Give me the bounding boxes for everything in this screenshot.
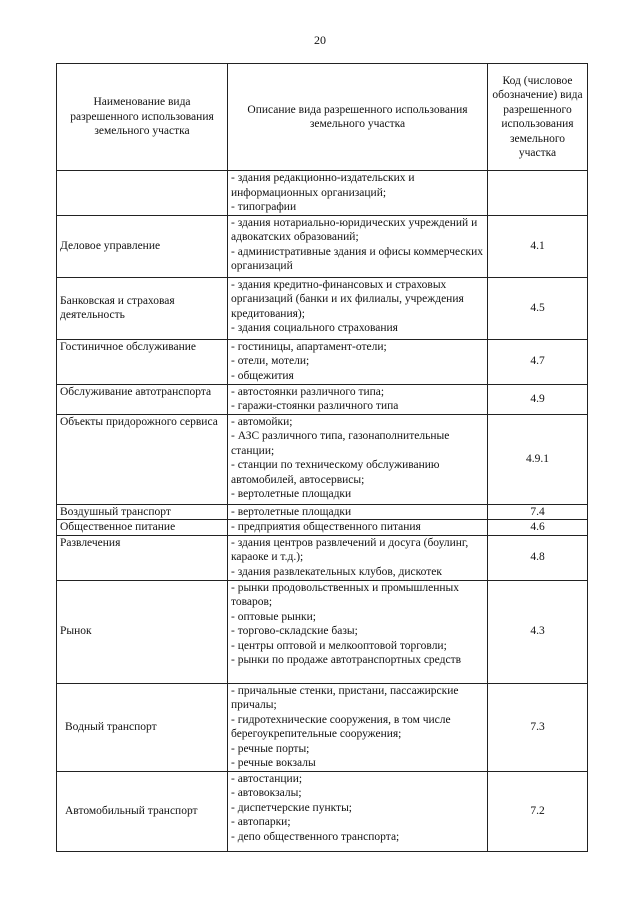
land-use-description [228, 683, 488, 771]
land-use-description [228, 171, 488, 216]
table-row [57, 277, 588, 339]
description-line: - автомойки; [231, 415, 293, 428]
description-line: - автостанции; [231, 772, 303, 785]
description-line: - депо общественного транспорта; [231, 830, 400, 843]
description-line: - торгово-складские базы; [231, 625, 358, 637]
land-use-name: Деловое управление [57, 215, 228, 277]
land-use-description [228, 339, 488, 384]
description-line: - общежития [231, 369, 294, 382]
land-use-code: 4.8 [488, 535, 588, 580]
description-line: - речные вокзалы [231, 757, 316, 769]
land-use-name: Воздушный транспорт [57, 504, 228, 520]
header-name: Наименование вида разрешенного использования земельного участка [57, 64, 228, 171]
land-use-code: 7.4 [488, 504, 588, 520]
page-number: 20 [314, 33, 326, 47]
land-use-name [57, 171, 228, 216]
description-line: - вертолетные площадки [231, 488, 352, 500]
description-line: - центры оптовой и мелкооптовой торговли; [231, 639, 447, 652]
land-use-code: 7.3 [488, 683, 588, 771]
description-line: - оптовые рынки; [231, 610, 316, 623]
land-use-code: 4.6 [488, 520, 588, 536]
table-row [57, 339, 588, 384]
description-line: - здания социального страхования [231, 322, 398, 334]
table-row [57, 520, 588, 536]
land-use-description [228, 414, 488, 504]
description-line: - рынки продовольственных и промышленных товаров; [231, 581, 460, 608]
table-row [57, 384, 588, 414]
description-line: - здания развлекательных клубов, дискотек [231, 565, 442, 578]
land-use-code: 4.7 [488, 339, 588, 384]
description-line: - речные порты; [231, 742, 310, 755]
table-row [57, 215, 588, 277]
land-use-code: 4.3 [488, 580, 588, 683]
land-use-description [228, 771, 488, 851]
table-body [57, 171, 588, 852]
description-line: - административные здания и офисы коммерческих организаций [231, 245, 483, 272]
description-line: - вертолетные площадки [231, 505, 352, 518]
land-use-code: 4.5 [488, 277, 588, 339]
table-header-row [57, 64, 588, 171]
description-line: - АЗС различного типа, газонаполнительные станции; [231, 430, 450, 457]
table-row [57, 683, 588, 771]
land-use-description [228, 580, 488, 683]
land-use-description [228, 384, 488, 414]
header-description: Описание вида разрешенного использования земельного участка [228, 64, 488, 171]
description-line: - гаражи-стоянки различного типа [231, 400, 399, 412]
land-use-name: Обслуживание автотранспорта [57, 384, 228, 414]
description-line: - станции по техническому обслуживанию автомобилей, автосервисы; [231, 459, 440, 486]
land-use-name: Водный транспорт [57, 683, 228, 771]
description-line: - предприятия общественного питания [231, 521, 421, 533]
land-use-name: Объекты придорожного сервиса [57, 414, 228, 504]
description-line: - автовокзалы; [231, 787, 302, 799]
description-line: - здания кредитно-финансовых и страховых организаций (банки и их филиалы, учреждения кредитования); [231, 278, 464, 320]
land-use-description [228, 504, 488, 520]
description-line: - рынки по продаже автотранспортных средств [231, 654, 462, 666]
land-use-name: Банковская и страховая деятельность [57, 277, 228, 339]
land-use-description [228, 215, 488, 277]
table-row [57, 504, 588, 520]
land-use-code: 4.9.1 [488, 414, 588, 504]
description-line: - здания редакционно-издательских и информационных организаций; [231, 172, 415, 199]
land-use-code [488, 171, 588, 216]
land-use-description [228, 277, 488, 339]
land-use-code: 4.9 [488, 384, 588, 414]
land-use-name: Рынок [57, 580, 228, 683]
header-code: Код (числовое обозначение) вида разрешенного использования земельного участка [488, 64, 588, 171]
description-line: - отели, мотели; [231, 355, 310, 367]
land-use-description [228, 520, 488, 536]
description-line: - причальные стенки, пристани, пассажирские причалы; [231, 684, 459, 711]
description-line: - здания нотариально-юридических учреждений и адвокатских образований; [231, 216, 478, 243]
description-line: - здания центров развлечений и досуга (боулинг, караоке и т.д.); [231, 536, 469, 563]
table-row [57, 414, 588, 504]
description-line: - диспетчерские пункты; [231, 801, 353, 814]
description-line: - гостиницы, апартамент-отели; [231, 340, 387, 353]
land-use-name: Гостиничное обслуживание [57, 339, 228, 384]
description-line: - автостоянки различного типа; [231, 385, 385, 398]
land-use-name: Развлечения [57, 535, 228, 580]
description-line: - автопарки; [231, 816, 291, 828]
land-use-code: 7.2 [488, 771, 588, 851]
land-use-name: Общественное питание [57, 520, 228, 536]
land-use-table [56, 63, 588, 852]
land-use-description [228, 535, 488, 580]
land-use-code: 4.1 [488, 215, 588, 277]
table-row [57, 171, 588, 216]
table-row [57, 580, 588, 683]
table-row [57, 535, 588, 580]
description-line: - гидротехнические сооружения, в том числе берегоукрепительные сооружения; [231, 713, 451, 740]
table-row [57, 771, 588, 851]
description-line: - типографии [231, 201, 297, 213]
land-use-name: Автомобильный транспорт [57, 771, 228, 851]
